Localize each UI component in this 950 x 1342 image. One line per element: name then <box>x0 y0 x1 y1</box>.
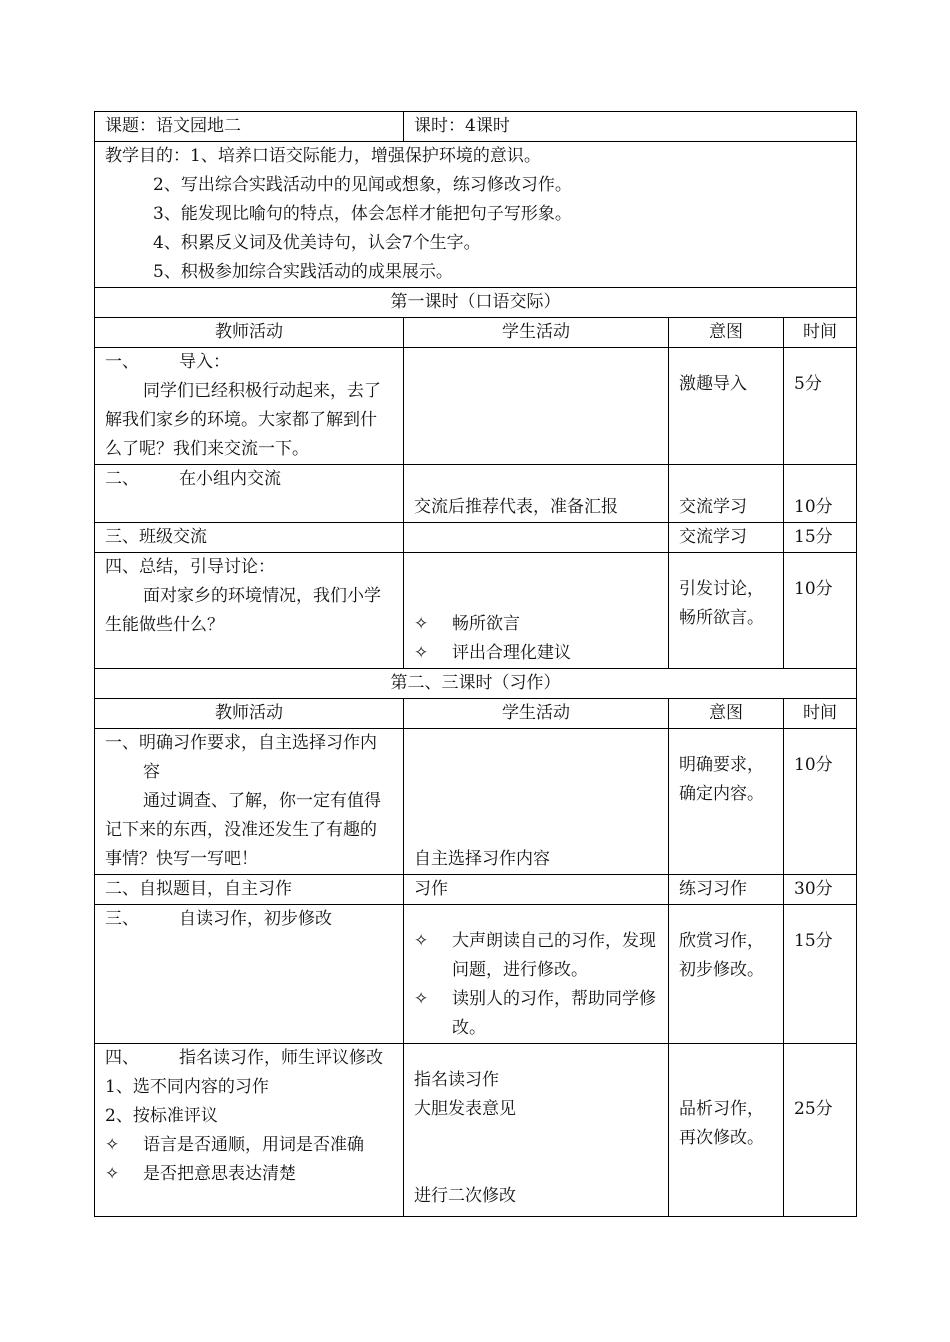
list-item: ✧ 大声朗读自己的习作，发现问题，进行修改。 <box>414 927 658 985</box>
teacher-activity-cell <box>95 1044 404 1217</box>
list-item: ✧ 评出合理化建议 <box>414 639 658 668</box>
diamond-bullet-icon: ✧ <box>414 989 429 1009</box>
list-item: ✧ 语言是否通顺，用词是否准确 <box>105 1131 393 1160</box>
time-text: 25分 <box>794 1099 833 1119</box>
intent-cell <box>669 1044 784 1217</box>
intent-cell <box>669 348 784 465</box>
intent-text: 激趣导入 <box>679 374 747 394</box>
intent-text: 品析习作，再次修改。 <box>679 1099 764 1148</box>
time-cell <box>784 1044 857 1217</box>
time-cell <box>784 523 857 553</box>
time-cell <box>784 875 857 905</box>
lesson-plan-table <box>94 111 857 1217</box>
time-cell <box>784 729 857 875</box>
student-text: 指名读习作 <box>414 1070 499 1090</box>
table-row <box>95 348 857 465</box>
table-row <box>95 523 857 553</box>
student-text: 习作 <box>414 879 448 899</box>
time-text: 30分 <box>794 879 833 899</box>
objective-line: 5、积极参加综合实践活动的成果展示。 <box>153 262 453 282</box>
hours-text: 课时：4课时 <box>414 116 510 136</box>
objective-line: 教学目的：1、培养口语交际能力，增强保护环境的意识。 <box>105 146 541 166</box>
step-heading: 二、 在小组内交流 <box>105 469 281 489</box>
col-time-header: 时间 <box>784 699 857 729</box>
teacher-activity-cell <box>95 553 404 669</box>
col-student-header: 学生活动 <box>404 699 669 729</box>
col-intent-header: 意图 <box>669 318 784 348</box>
step-heading: 四、 指名读习作，师生评议修改 <box>105 1048 383 1068</box>
objectives-row <box>95 142 857 288</box>
time-cell <box>784 348 857 465</box>
student-text: 大胆发表意见 <box>414 1099 516 1119</box>
step-heading: 一、 导入： <box>105 352 230 372</box>
teacher-activity-cell <box>95 348 404 465</box>
intent-text: 明确要求，确定内容。 <box>679 755 764 804</box>
list-item: ✧ 是否把意思表达清楚 <box>105 1160 393 1189</box>
lesson2-title-row <box>95 669 857 699</box>
objective-line: 3、能发现比喻句的特点，体会怎样才能把句子写形象。 <box>153 204 572 224</box>
student-activity-cell <box>404 875 669 905</box>
time-text: 10分 <box>794 497 833 517</box>
hours-cell <box>404 112 857 142</box>
col-intent-header: 意图 <box>669 699 784 729</box>
step-body: 通过调查、了解，你一定有值得记下来的东西，没准还发生了有趣的事情？快写一写吧！ <box>105 791 381 869</box>
list-item: ✧ 畅所欲言 <box>414 610 658 639</box>
student-activity-cell <box>404 905 669 1044</box>
topic-text: 课题：语文园地二 <box>105 116 241 136</box>
objective-line: 2、写出综合实践活动中的见闻或想象，练习修改习作。 <box>153 175 572 195</box>
col-student-header: 学生活动 <box>404 318 669 348</box>
table-row <box>95 1044 857 1217</box>
lesson1-title: 第一课时（口语交际） <box>95 288 857 318</box>
intent-cell <box>669 553 784 669</box>
student-activity-cell <box>404 1044 669 1217</box>
intent-cell <box>669 523 784 553</box>
time-text: 15分 <box>794 527 833 547</box>
student-text: 进行二次修改 <box>414 1186 516 1206</box>
list-item: 1、选不同内容的习作 <box>105 1077 269 1097</box>
table-row <box>95 875 857 905</box>
intent-text: 练习习作 <box>679 879 747 899</box>
objectives-cell <box>95 142 857 288</box>
lesson-plan-page <box>94 111 856 1217</box>
lesson1-title-row <box>95 288 857 318</box>
col-teacher-header: 教师活动 <box>95 318 404 348</box>
table-row <box>95 729 857 875</box>
table-row <box>95 465 857 523</box>
intent-text: 引发讨论，畅所欲言。 <box>679 579 764 628</box>
step-heading: 三、 自读习作，初步修改 <box>105 909 332 929</box>
step-heading: 三、班级交流 <box>105 527 207 547</box>
time-text: 5分 <box>794 374 822 394</box>
step-body: 面对家乡的环境情况，我们小学生能做些什么？ <box>105 586 381 635</box>
intent-cell <box>669 905 784 1044</box>
student-activity-cell <box>404 465 669 523</box>
topic-cell <box>95 112 404 142</box>
lesson2-title: 第二、三课时（习作） <box>95 669 857 699</box>
student-text: 交流后推荐代表，准备汇报 <box>414 497 618 517</box>
time-text: 15分 <box>794 931 833 951</box>
table-row <box>95 553 857 669</box>
diamond-bullet-icon: ✧ <box>105 1135 120 1155</box>
diamond-bullet-icon: ✧ <box>414 643 429 663</box>
col-teacher-header: 教师活动 <box>95 699 404 729</box>
column-header-row <box>95 318 857 348</box>
student-activity-cell <box>404 348 669 465</box>
intent-cell <box>669 729 784 875</box>
step-heading: 一、明确习作要求，自主选择习作内容 <box>105 733 377 782</box>
time-cell <box>784 905 857 1044</box>
diamond-bullet-icon: ✧ <box>105 1164 120 1184</box>
teacher-activity-cell <box>95 523 404 553</box>
teacher-activity-cell <box>95 465 404 523</box>
step-heading: 四、总结，引导讨论： <box>105 557 275 577</box>
student-activity-cell <box>404 553 669 669</box>
column-header-row <box>95 699 857 729</box>
intent-text: 交流学习 <box>679 497 747 517</box>
intent-cell <box>669 465 784 523</box>
time-cell <box>784 465 857 523</box>
intent-cell <box>669 875 784 905</box>
student-text: 自主选择习作内容 <box>414 849 550 869</box>
intent-text: 交流学习 <box>679 527 747 547</box>
list-item: ✧ 读别人的习作，帮助同学修改。 <box>414 985 658 1043</box>
teacher-activity-cell <box>95 729 404 875</box>
table-row <box>95 905 857 1044</box>
list-item: 2、按标准评议 <box>105 1106 218 1126</box>
teacher-activity-cell <box>95 875 404 905</box>
header-row <box>95 112 857 142</box>
student-activity-cell <box>404 523 669 553</box>
col-time-header: 时间 <box>784 318 857 348</box>
time-cell <box>784 553 857 669</box>
time-text: 10分 <box>794 579 833 599</box>
objective-line: 4、积累反义词及优美诗句，认会7个生字。 <box>153 233 481 253</box>
step-heading: 二、自拟题目，自主习作 <box>105 879 292 899</box>
student-activity-cell <box>404 729 669 875</box>
diamond-bullet-icon: ✧ <box>414 614 429 634</box>
teacher-activity-cell <box>95 905 404 1044</box>
diamond-bullet-icon: ✧ <box>414 931 429 951</box>
intent-text: 欣赏习作，初步修改。 <box>679 931 764 980</box>
step-body: 同学们已经积极行动起来，去了解我们家乡的环境。大家都了解到什么了呢？我们来交流一下。 <box>105 381 381 459</box>
time-text: 10分 <box>794 755 833 775</box>
